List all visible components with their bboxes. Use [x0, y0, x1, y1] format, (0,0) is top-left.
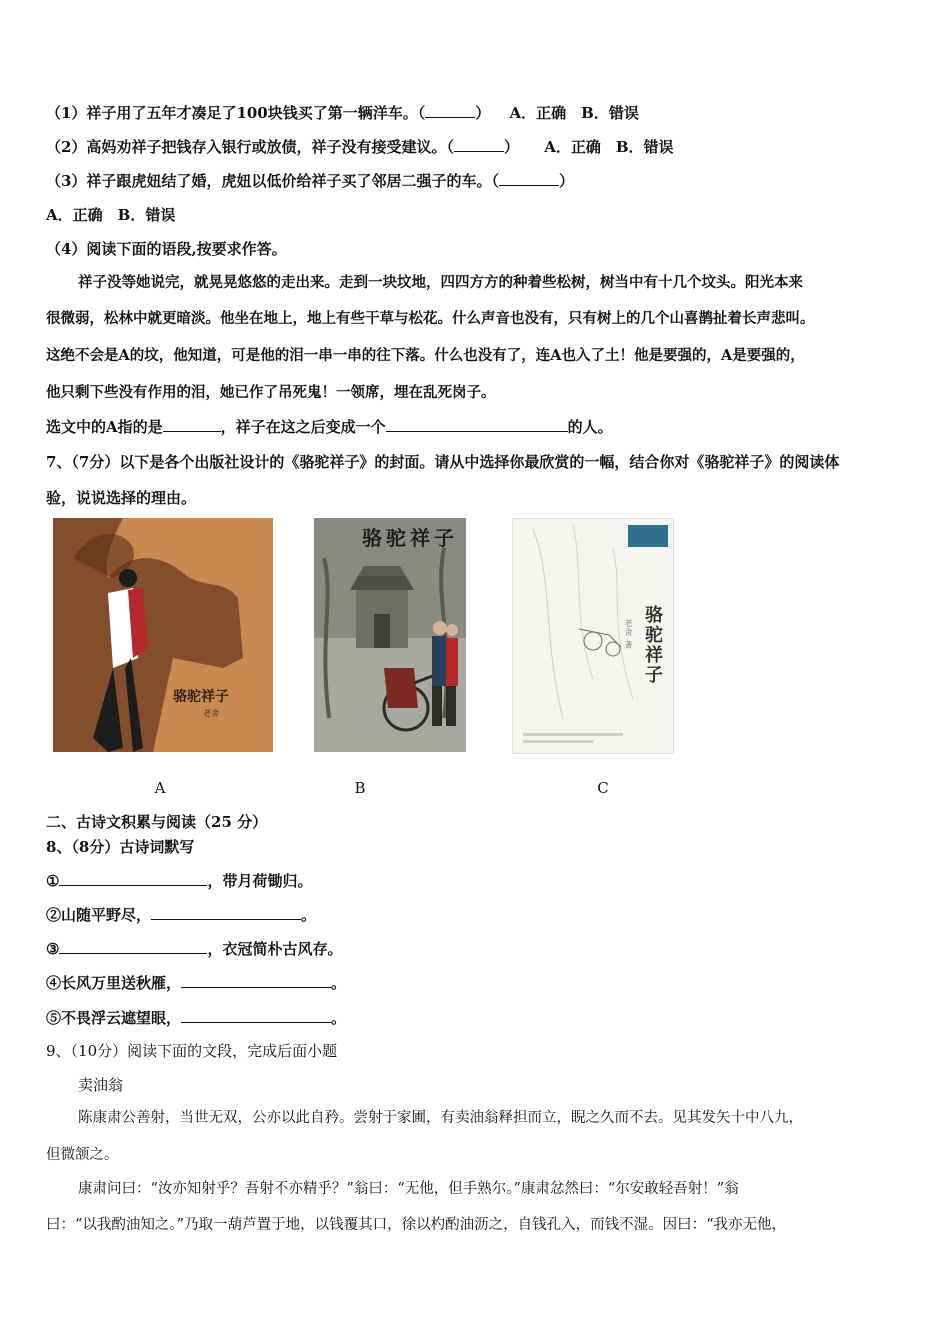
- q6-fill-line: 选文中的A指的是 ，祥子在这之后变成一个 的人。: [46, 418, 613, 436]
- q9-para-2b: 曰：“以我酌油知之。”乃取一葫芦置于地，以钱覆其口，徐以杓酌油沥之，自钱孔入，而钱不湿。因曰：“我亦无他，: [46, 1217, 786, 1233]
- q7-line-1: 7、（7分）以下是各个出版社设计的《骆驼祥子》的封面。请从中选择你最欣赏的一幅，结合你对《骆驼祥子》的阅读体: [46, 453, 840, 471]
- answer-blank[interactable]: [59, 939, 207, 954]
- q7-line-2: 验，说说选择的理由。: [46, 489, 197, 507]
- q6-item-4: （4）阅读下面的语段,按要求作答。: [46, 240, 287, 258]
- q8-line-1: ① ，带月荷锄归。: [46, 872, 313, 890]
- q8-title: 8、（8分）古诗词默写: [46, 838, 195, 856]
- cover-label-b: B: [354, 779, 366, 797]
- cover-b-title: 骆驼祥子: [362, 526, 458, 550]
- cover-c-title: 骆驼祥子: [642, 605, 663, 685]
- passage-line-2: 很微弱，松林中就更暗淡。他坐在地上，地上有些干草与松花。什么声音也没有，只有树上的几个山喜鹊扯着长声悲叫。: [46, 310, 815, 327]
- q8-line-3: ③ ，衣冠简朴古风存。: [46, 940, 343, 958]
- answer-blank[interactable]: [181, 1008, 331, 1023]
- cover-label-c: C: [597, 779, 609, 797]
- q9-title: 9、（10分）阅读下面的文段，完成后面小题: [46, 1042, 338, 1060]
- section-2-heading: 二、古诗文积累与阅读（25 分）: [46, 813, 268, 831]
- q9-para-1a: 陈康肃公善射，当世无双，公亦以此自矜。尝射于家圃，有卖油翁释担而立，睨之久而不去。见其发矢十中八九，: [78, 1110, 803, 1126]
- passage-line-4: 他只剩下些没有作用的泪，她已作了吊死鬼！一领席，埋在乱死岗子。: [46, 384, 496, 401]
- cover-label-a: A: [154, 779, 166, 797]
- q6-item-3-options: A．正确 B．错误: [46, 206, 176, 224]
- cover-b-image: [314, 518, 466, 752]
- answer-blank[interactable]: [454, 137, 504, 152]
- q6-item-2: （2）高妈劝祥子把钱存入银行或放债，祥子没有接受建议。（ ） A．正确 B．错误: [46, 138, 674, 156]
- q8-line-2: ②山随平野尽， 。: [46, 906, 317, 924]
- q6-item-1: （1）祥子用了五年才凑足了100块钱买了第一辆洋车。（ ） A．正确 B．错误: [46, 104, 639, 122]
- cover-c-author: 老舍 著: [624, 619, 633, 650]
- q9-para-2a: 康肃问曰：“汝亦知射乎？吾射不亦精乎？”翁曰：“无他，但手熟尔。”康肃忿然曰：“尔安敢轻吾射！”翁: [78, 1181, 739, 1197]
- answer-blank[interactable]: [59, 871, 207, 886]
- answer-blank-a[interactable]: [163, 417, 221, 432]
- answer-blank[interactable]: [425, 103, 475, 118]
- answer-blank-change[interactable]: [386, 417, 568, 432]
- answer-blank[interactable]: [181, 973, 331, 988]
- answer-blank[interactable]: [499, 171, 559, 186]
- q8-line-5: ⑤不畏浮云遮望眼， 。: [46, 1009, 347, 1027]
- camel-illustration: [53, 518, 273, 752]
- cover-a-image: [53, 518, 273, 752]
- cover-a-title: 骆驼祥子: [173, 689, 229, 705]
- cover-c-image: [512, 518, 674, 754]
- cover-a-author: 老舍: [203, 709, 219, 718]
- answer-blank[interactable]: [151, 905, 301, 920]
- passage-line-3: 这绝不会是A的坟，他知道，可是他的泪一串一串的往下落。什么也没有了，连A也入了土！他是要强的，A是要强的，: [46, 347, 805, 364]
- q9-para-1b: 但微颔之。: [46, 1147, 119, 1163]
- q9-subtitle: 卖油翁: [78, 1076, 124, 1094]
- rickshaw-illustration: [314, 518, 466, 752]
- passage-line-1: 祥子没等她说完，就晃晃悠悠的走出来。走到一块坟地，四四方方的种着些松树，树当中有十几个坟头。阳光本来: [78, 274, 803, 291]
- q6-item-3: （3）祥子跟虎妞结了婚，虎妞以低价给祥子买了邻居二强子的车。（ ）: [46, 172, 574, 190]
- q8-line-4: ④长风万里送秋雁， 。: [46, 974, 347, 992]
